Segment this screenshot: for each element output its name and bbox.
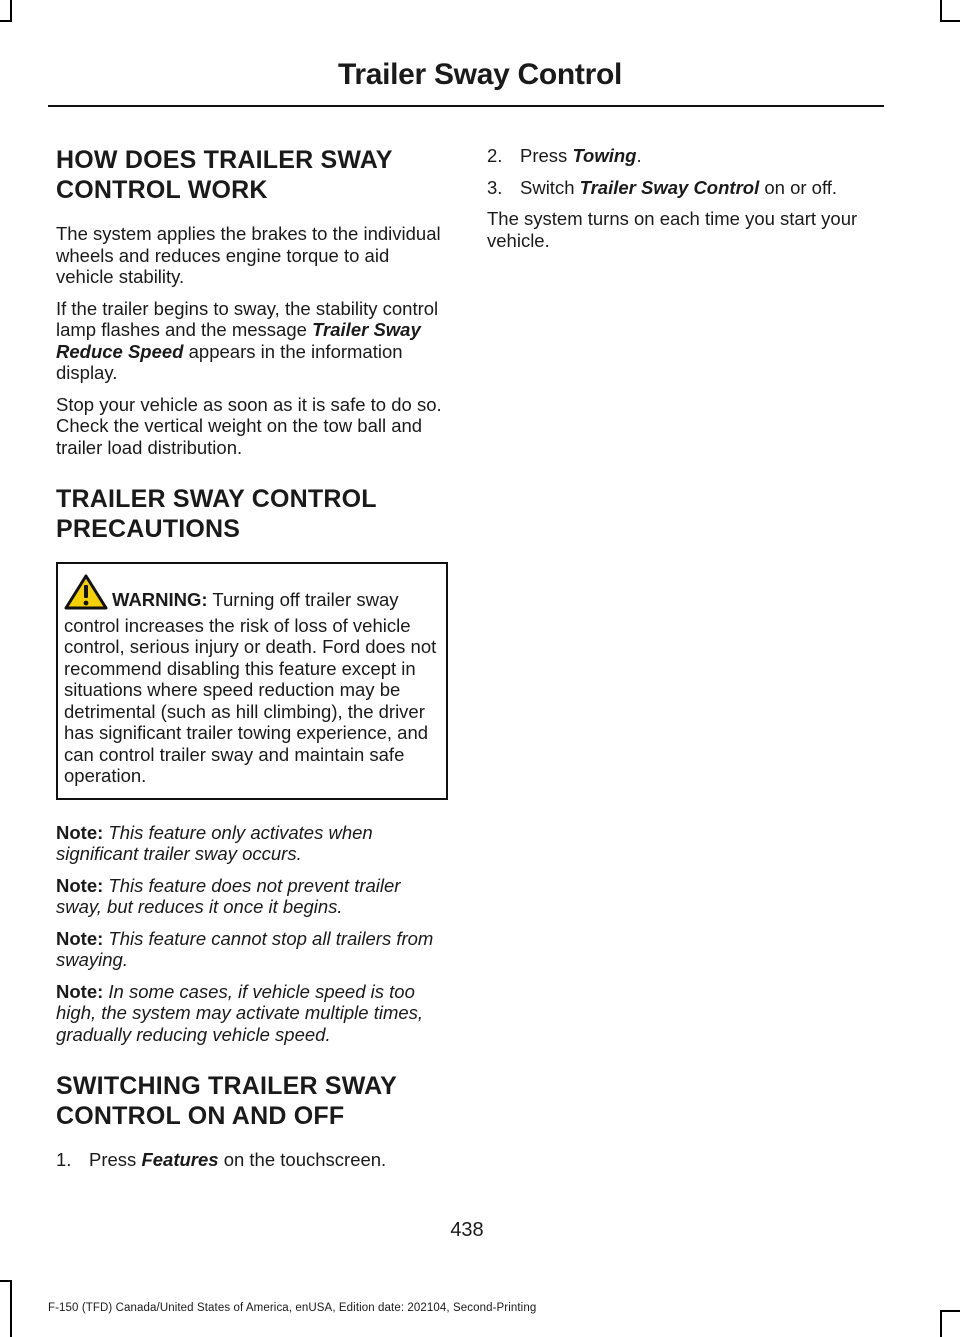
step-number: 2. <box>487 145 503 166</box>
paragraph: The system applies the brakes to the individual wheels and reduces engine torque to aid vehicle stability. <box>56 223 441 287</box>
crop-mark <box>0 1280 12 1282</box>
steps-list-continued <box>487 145 887 198</box>
note-label: Note: <box>56 821 104 843</box>
paragraph: The system turns on each time you start your vehicle. <box>487 208 858 251</box>
note-text: This feature cannot stop all trailers from swaying. <box>56 927 434 970</box>
step-item <box>487 145 887 167</box>
note-label: Note: <box>56 874 104 896</box>
warning-text: Turning off trailer sway control increases the risk of loss of vehicle control, serious injury or death. Ford does not recommend disabling this feature except in situations where speed reduction may be detrimental (such as hill climbing), the driver has significant trailer towing experience, and can control trailer sway and maintain safe operation. <box>64 589 437 786</box>
step-text <box>520 177 837 199</box>
page-number: 438 <box>450 1219 484 1241</box>
heading-line: PRECAUTIONS <box>56 515 241 543</box>
paragraph <box>56 298 448 384</box>
display-message: Trailer Sway Reduce Speed <box>56 319 421 362</box>
warning-triangle-icon <box>64 574 108 615</box>
heading-line: TRAILER SWAY CONTROL <box>56 485 377 513</box>
text-run: Press <box>89 1149 142 1170</box>
text-run: If the trailer begins to sway, the stability control lamp flashes and the message <box>56 297 439 340</box>
step-item <box>56 1149 448 1171</box>
warning-label: WARNING: <box>112 589 208 610</box>
steps-list <box>56 1149 448 1171</box>
notes-list <box>56 822 448 1046</box>
note-item <box>56 981 448 1046</box>
note-item <box>56 928 448 971</box>
note-text: In some cases, if vehicle speed is too high, the system may activate multiple times, gradually reducing vehicle speed. <box>56 980 424 1045</box>
paragraph: Stop your vehicle as soon as it is safe to do so. Check the vertical weight on the tow ball and trailer load distribution. <box>56 393 442 458</box>
note-text: This feature only activates when significant trailer sway occurs. <box>56 821 373 864</box>
step-item <box>487 177 887 199</box>
heading-line: SWITCHING TRAILER SWAY <box>56 1072 397 1100</box>
heading-line: CONTROL WORK <box>56 176 268 204</box>
crop-mark <box>10 0 12 22</box>
note-item <box>56 875 448 918</box>
edition-footer: F-150 (TFD) Canada/United States of America, enUSA, Edition date: 202104, Second-Printing <box>48 1302 537 1314</box>
step-number: 3. <box>487 176 503 198</box>
left-column <box>56 145 448 1181</box>
page-title: Trailer Sway Control <box>337 58 623 91</box>
note-text: This feature does not prevent trailer sway, but reduces it once it begins. <box>56 874 401 917</box>
section-heading-precautions <box>56 484 448 544</box>
text-run: appears in the information display. <box>56 340 403 383</box>
crop-mark <box>940 1310 960 1312</box>
section-heading-switching <box>56 1071 448 1131</box>
text-run: . <box>636 145 642 166</box>
step-text <box>89 1149 386 1171</box>
heading-line: CONTROL ON AND OFF <box>56 1102 345 1130</box>
crop-mark <box>940 20 960 22</box>
menu-reference: Trailer Sway Control <box>579 176 760 198</box>
warning-box <box>56 562 448 800</box>
heading-line: HOW DOES TRAILER SWAY <box>56 146 393 174</box>
note-label: Note: <box>56 980 104 1002</box>
text-run: on the touchscreen. <box>218 1149 387 1170</box>
crop-mark <box>940 1310 942 1337</box>
note-label: Note: <box>56 927 104 949</box>
crop-mark <box>10 1280 12 1337</box>
text-run: Switch <box>520 176 580 198</box>
text-run: Press <box>520 145 573 166</box>
right-column <box>487 145 887 261</box>
step-text <box>520 145 642 167</box>
step-number: 1. <box>56 1149 72 1170</box>
crop-mark <box>0 20 12 22</box>
section-heading-how-it-works <box>56 145 448 205</box>
header-divider <box>48 105 884 107</box>
crop-mark <box>940 0 942 22</box>
menu-reference: Towing <box>572 145 637 166</box>
menu-reference: Features <box>141 1149 219 1170</box>
note-item <box>56 822 448 865</box>
text-run: on or off. <box>759 176 838 198</box>
